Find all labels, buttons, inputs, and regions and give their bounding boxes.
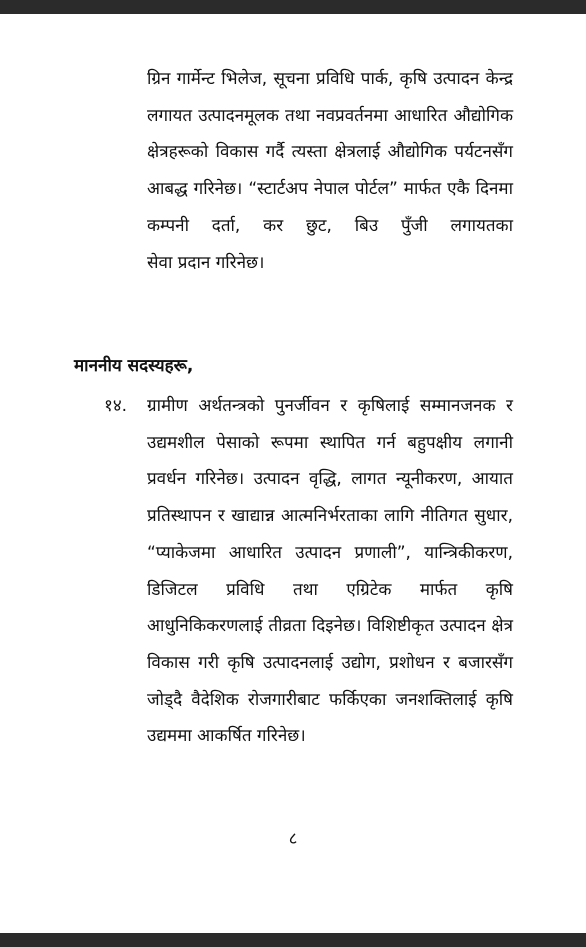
text-line: उत्पादनलाई उद्योग, प्रशोधन र बजारसँग जोड्दै	[147, 652, 513, 710]
page-number: ८	[288, 829, 298, 849]
section-heading: माननीय सदस्यहरू,	[74, 356, 194, 376]
item-number: १४.	[104, 396, 128, 416]
text-line: ग्रिन गार्मेन्ट भिलेज, सूचना प्रविधि पार्क, कृषि	[147, 69, 427, 89]
top-border-bar	[0, 0, 586, 14]
text-line: गर्न बहुपक्षीय लगानी प्रवर्धन गरिनेछ। उत्पादन	[147, 432, 514, 490]
text-line: वैदेशिक रोजगारीबाट फर्किएका जनशक्तिलाई कृषि	[191, 689, 513, 710]
text-line: यान्त्रिकीकरण, डिजिटल प्रविधि तथा एग्रिटेक मार्फत	[147, 542, 513, 600]
text-line-last: उद्यममा आकर्षित गरिनेछ।	[147, 726, 306, 747]
text-line: गर्दै त्यस्ता क्षेत्रलाई औद्योगिक पर्यटनसँग आबद्ध	[147, 142, 513, 200]
text-line: उत्पादन केन्द्र लगायत उत्पादनमूलक तथा	[147, 69, 513, 126]
text-line: दिनमा कम्पनी दर्ता, कर छुट, बिउ पुँजी लगायतका	[147, 179, 513, 236]
text-line: विशिष्टीकृत उत्पादन क्षेत्र विकास गरी कृषि	[147, 616, 513, 673]
text-line-last: सेवा प्रदान गरिनेछ।	[147, 252, 265, 273]
paragraph-rural-economy	[147, 388, 513, 755]
text-line: सम्मानजनक र उद्यमशील पेसाको रूपमा स्थापित	[147, 396, 513, 453]
text-line: वृद्धि, लागत न्यूनीकरण, आयात प्रतिस्थापन र	[147, 469, 514, 527]
text-line: “प्याकेजमा आधारित उत्पादन प्रणाली”,	[147, 542, 411, 563]
paragraph-green-garment	[147, 61, 513, 281]
text-line: गरिनेछ। “स्टार्टअप नेपाल पोर्टल” मार्फत एकै	[193, 179, 470, 200]
text-line: ग्रामीण अर्थतन्त्रको पुनर्जीवन र कृषिलाई	[147, 396, 410, 416]
text-line: खाद्यान्न आत्मनिर्भरताका लागि नीतिगत सुधार,	[231, 506, 514, 527]
bottom-border-bar	[0, 933, 586, 947]
text-line: नवप्रवर्तनमा आधारित औद्योगिक क्षेत्रहरूको विकास	[147, 105, 514, 163]
text-line: कृषि आधुनिकिकरणलाई तीव्रता दिइनेछ।	[147, 579, 514, 637]
